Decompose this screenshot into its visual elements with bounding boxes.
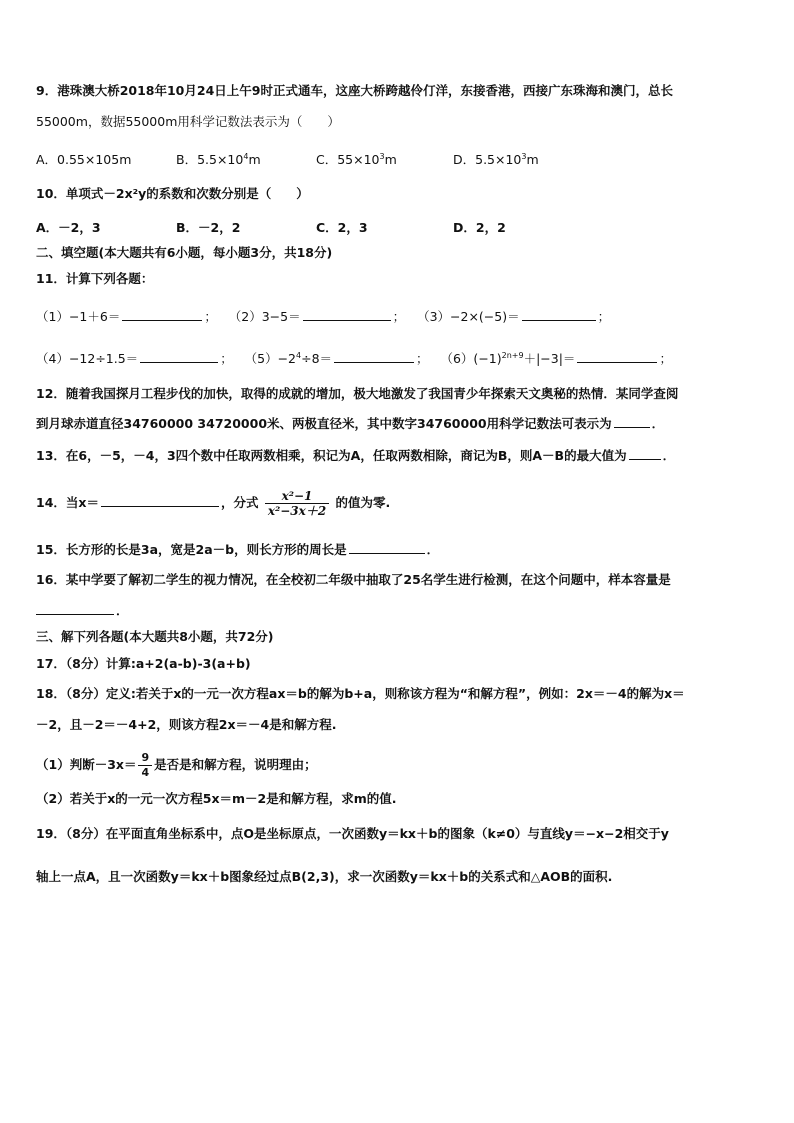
q10-option-c: C．2，3	[316, 220, 368, 235]
q18-part1: （1）判断－3x＝ $\frac{9}{4}$ 是否是和解方程，说明理由；	[36, 751, 317, 779]
answer-blank[interactable]	[614, 414, 650, 428]
q19-line1: 19．（8分）在平面直角坐标系中，点O是坐标原点，一次函数y＝kx＋b的图象（k≠0）与直线y＝−x−2相交于y	[36, 826, 669, 841]
q14-stem: 14．当x＝ ，分式 $\frac{\text{x²−1}}{\text{x²−3x＋2}}$ 的值为零.	[36, 489, 391, 518]
q12-line2: 到月球赤道直径34760000 34720000米、两极直径米，其中数字34760000用科学记数法可表示为 ．	[36, 416, 665, 431]
q10-option-d: D．2，2	[453, 220, 506, 235]
q11-row1: （1）−1＋6＝ ； （2）3−5＝ ； （3）−2×(−5)＝ ；	[36, 309, 611, 324]
q9-option-d: D．$5.5\times 10^3m$	[453, 151, 539, 167]
fraction: $\frac{\text{x²−1}}{\text{x²−3x＋2}}$	[265, 489, 329, 518]
answer-blank[interactable]	[101, 493, 219, 507]
q11-title: 11．计算下列各题：	[36, 271, 154, 286]
q19-line2: 轴上一点A，且一次函数y＝kx＋b图象经过点B(2,3)，求一次函数y＝kx＋b的关系式和△AOB的面积.	[36, 869, 613, 884]
q9-line1: 9．港珠澳大桥2018年10月24日上午9时正式通车，这座大桥跨越伶仃洋，东接香港，西接广东珠海和澳门，总长	[36, 83, 673, 98]
section-3-heading: 三、解下列各题(本大题共8小题，共72分)	[36, 629, 274, 644]
answer-blank[interactable]	[334, 349, 414, 363]
q12-line1: 12．随着我国探月工程步伐的加快，取得的成就的增加，极大地激发了我国青少年探索天文奥秘的热情．某同学查阅	[36, 386, 679, 401]
answer-blank[interactable]	[122, 307, 202, 321]
q10-option-b: B．－2，2	[176, 220, 241, 235]
answer-blank[interactable]	[140, 349, 218, 363]
q18-line2: －2，且－2＝－4+2，则该方程2x＝－4是和解方程.	[36, 717, 337, 732]
q15-stem: 15．长方形的长是3a，宽是2a－b，则长方形的周长是 ．	[36, 542, 440, 557]
q9-option-a: A．0.55×105m	[36, 152, 132, 167]
q9-option-b: B．$5.5\times 10^4m$	[176, 151, 261, 167]
q9-line2: 55000m，数据55000m用科学记数法表示为（ ）	[36, 114, 340, 129]
fraction: $\frac{9}{4}$	[138, 751, 152, 780]
answer-blank[interactable]	[36, 601, 114, 615]
q9-option-c: C．$55\times 10^3m$	[316, 151, 397, 167]
q17-stem: 17．（8分）计算:a+2(a-b)-3(a+b)	[36, 656, 251, 671]
answer-blank[interactable]	[629, 446, 661, 460]
answer-blank[interactable]	[303, 307, 391, 321]
q16-line2: ．	[36, 601, 129, 620]
q18-line1: 18．（8分）定义:若关于x的一元一次方程ax＝b的解为b+a，则称该方程为“和解方程”，例如：2x＝－4的解为x＝	[36, 686, 685, 701]
q11-row2: （4）−12÷1.5＝ ； $(5)-2^4\div 8=$ ； $(6)(-1)^{2n+9}+|-3|=$ ；	[36, 351, 672, 367]
answer-blank[interactable]	[522, 307, 596, 321]
q18-part2: （2）若关于x的一元一次方程5x＝m－2是和解方程，求m的值.	[36, 791, 397, 806]
q16-line1: 16．某中学要了解初二学生的视力情况，在全校初二年级中抽取了25名学生进行检测，在这个问题中，样本容量是	[36, 572, 671, 587]
q10-stem: 10．单项式－2x²y的系数和次数分别是（ ）	[36, 186, 309, 201]
answer-blank[interactable]	[349, 540, 425, 554]
section-2-heading: 二、填空题(本大题共有6小题，每小题3分，共18分)	[36, 245, 333, 260]
q10-option-a: A．－2，3	[36, 220, 101, 235]
q13-stem: 13．在6，－5，－4，3四个数中任取两数相乘，积记为A，任取两数相除，商记为B，则A－B的最大值为 ．	[36, 448, 676, 463]
answer-blank[interactable]	[577, 349, 657, 363]
